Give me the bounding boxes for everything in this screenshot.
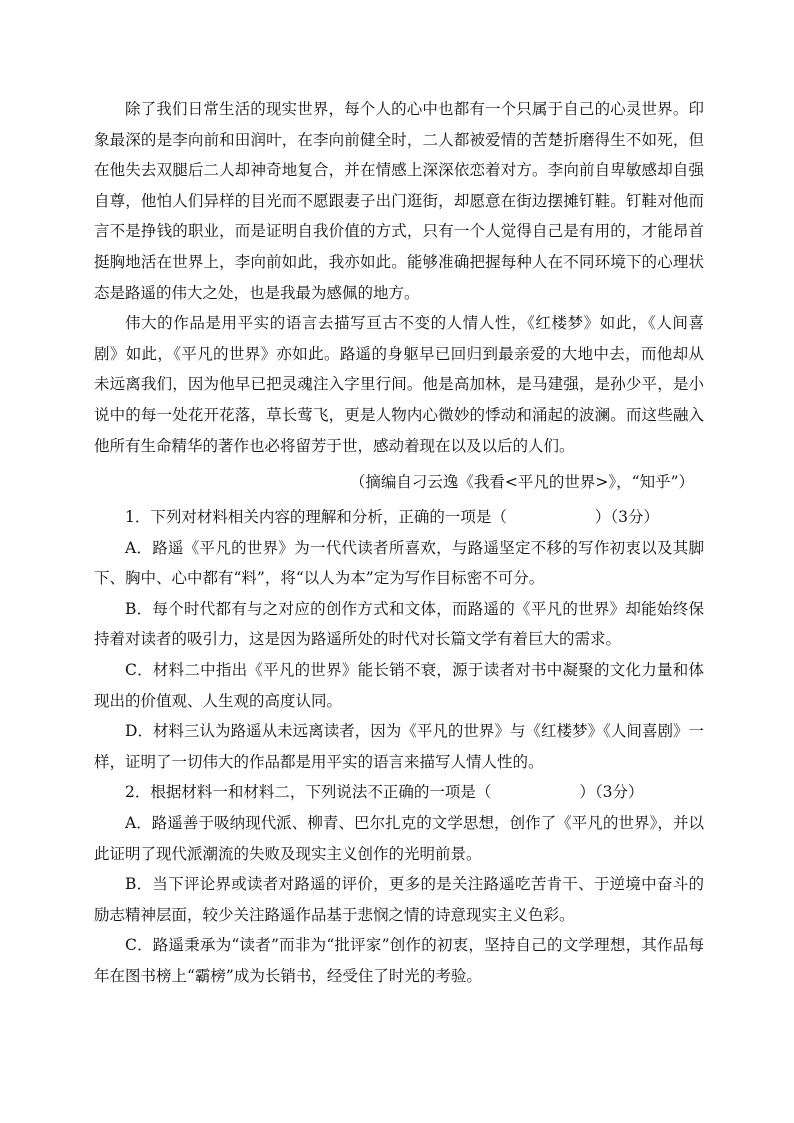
option-c: C．材料二中指出《平凡的世界》能长销不衰，源于读者对书中凝聚的文化力量和体现出的价值观、人生观的高度认同。	[94, 660, 704, 710]
article-source: （摘编自刁云逸《我看<平凡的世界>》，“知乎”）	[349, 473, 694, 491]
article-paragraph: 伟大的作品是用平实的语言去描写亘古不变的人情人性，《红楼梦》如此，《人间喜剧》如此，《平凡的世界》亦如此。路遥的身躯早已回归到最亲爱的大地中去，而他却从未远离我们，因为他早已把灵魂注入字里行间。他是高加林，是马建强，是孙少平，是小说中的每一处花开花落，草长莺飞，更是人物内心微妙的悸动和涌起的波澜。而这些融入他所有生命精华的著作也必将留芳于世，感动着现在以及以后的人们。	[94, 314, 704, 455]
question-2	[94, 777, 704, 991]
question-stem-text: 1．下列对材料相关内容的理解和分析，正确的一项是（	[125, 508, 507, 526]
question-score: ）（3分）	[594, 508, 659, 526]
option-c: C．路遥秉承为“读者”而非为“批评家”创作的初衷，坚持自己的文学理想，其作品每年在图书榜上“霸榜”成为长销书，经受住了时光的考验。	[94, 936, 704, 985]
question-stem-text: 2．根据材料一和材料二，下列说法不正确的一项是（	[125, 783, 492, 802]
question-score: ）（3分）	[579, 783, 644, 802]
question-stem	[94, 502, 704, 533]
option-a: A．路遥善于吸纳现代派、柳青、巴尔扎克的文学思想，创作了《平凡的世界》，并以此证明了现代派潮流的失败及现实主义创作的光明前景。	[94, 813, 704, 863]
option-b: B．每个时代都有与之对应的创作方式和文体，而路遥的《平凡的世界》却能始终保持着对读者的吸引力，这是因为路遥所处的时代对长篇文学有着巨大的需求。	[94, 599, 704, 649]
question-stem	[94, 777, 704, 808]
article-paragraph: 除了我们日常生活的现实世界，每个人的心中也都有一个只属于自己的心灵世界。印象最深的是李向前和田润叶，在李向前健全时，二人都被爱情的苦楚折磨得生不如死，但在他失去双腿后二人却神奇地复合，并在情感上深深依恋着对方。李向前自卑敏感却自强自尊，他怕人们异样的目光而不愿跟妻子出门逛街，却愿意在街边摆摊钉鞋。钉鞋对他而言不是挣钱的职业，而是证明自我价值的方式，只有一个人觉得自己是有用的，才能昂首挺胸地活在世界上，李向前如此，我亦如此。能够准确把握每种人在不同环境下的心理状态是路遥的伟大之处，也是我最为感佩的地方。	[94, 100, 704, 302]
option-a: A．路遥《平凡的世界》为一代代读者所喜欢，与路遥坚定不移的写作初衷以及其脚下、胸中、心中都有“料”，将“以人为本”定为写作目标密不可分。	[94, 538, 704, 588]
question-1	[94, 502, 704, 777]
article-body	[94, 94, 704, 461]
option-d: D．材料三认为路遥从未远离读者，因为《平凡的世界》与《红楼梦》《人间喜剧》一样，证明了一切伟大的作品都是用平实的语言来描写人情人性的。	[94, 722, 704, 771]
question-list	[94, 502, 704, 992]
option-b: B．当下评论界或读者对路遥的评价，更多的是关注路遥吃苦肯干、于逆境中奋斗的励志精神层面，较少关注路遥作品基于悲悯之情的诗意现实主义色彩。	[94, 875, 704, 924]
